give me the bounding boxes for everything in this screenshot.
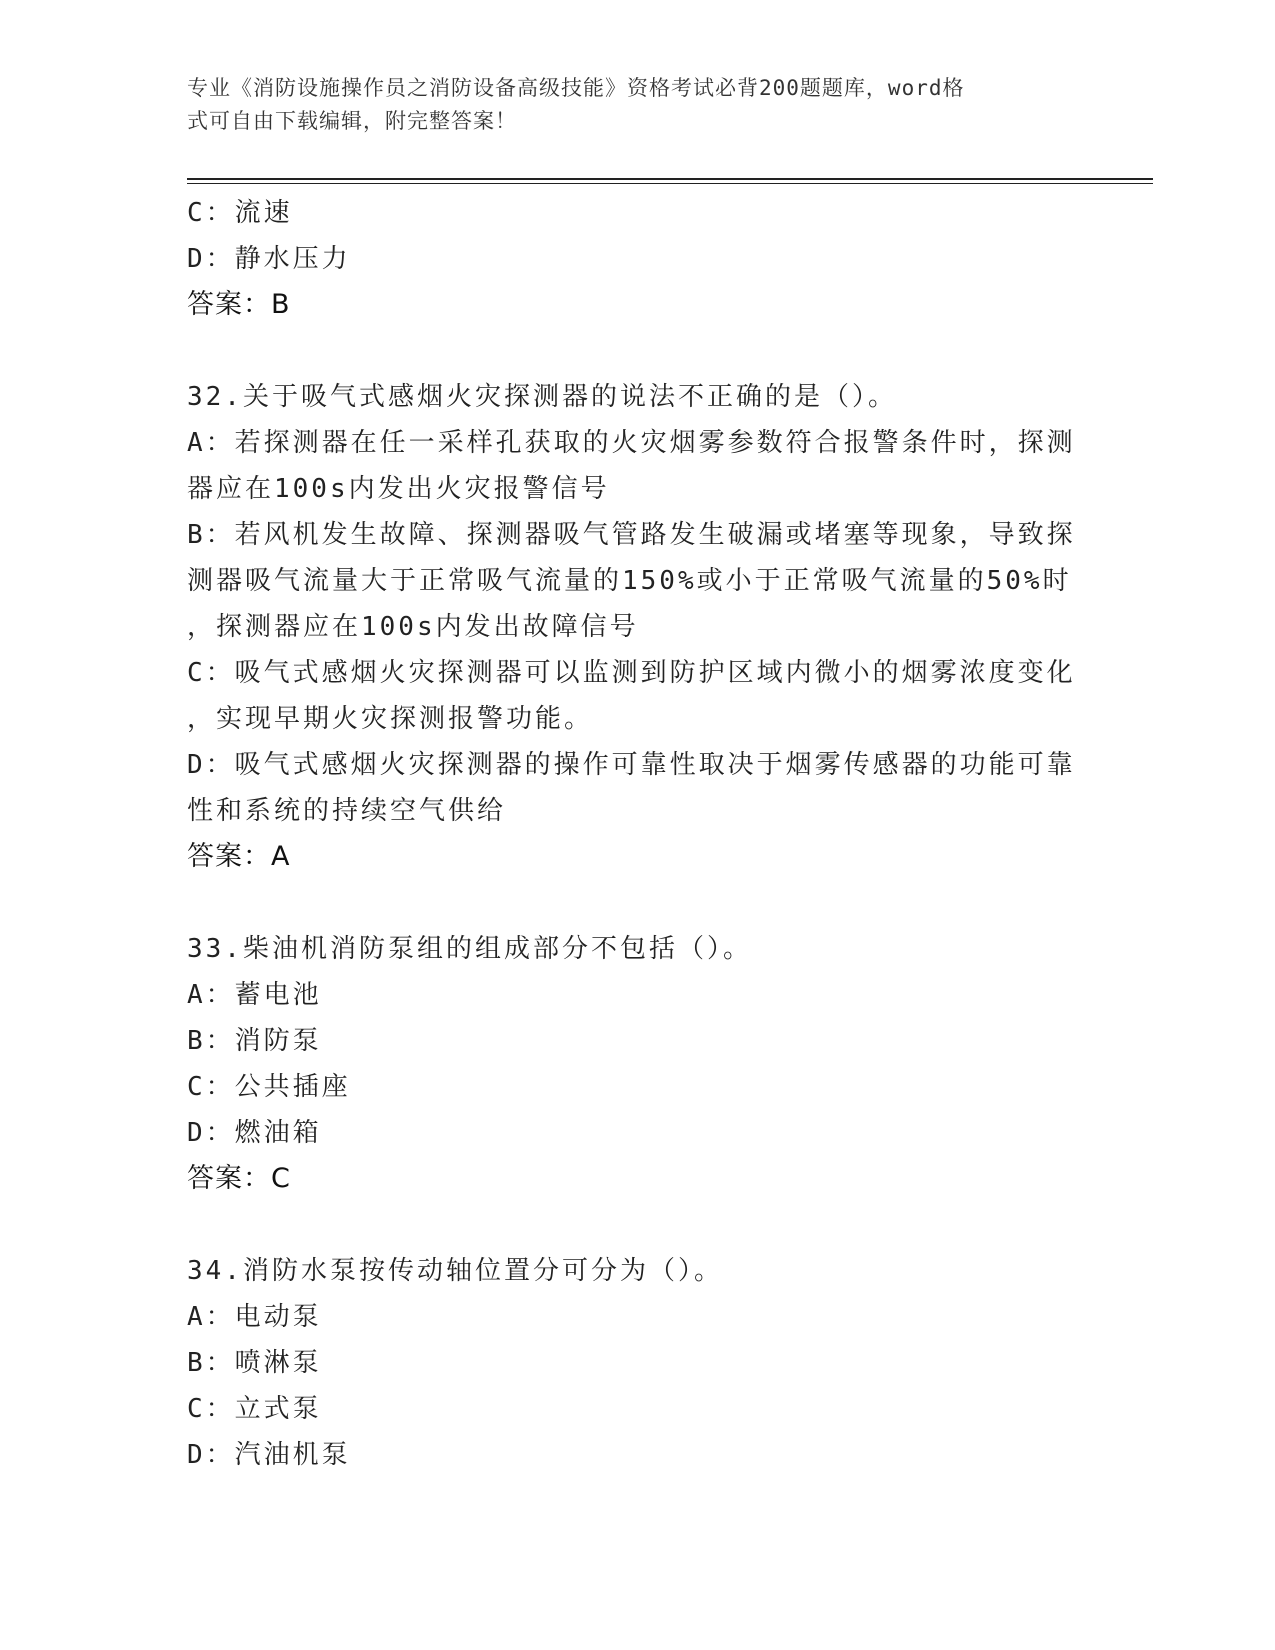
option-d: D：燃油箱 [187, 1118, 322, 1148]
option-a: A：电动泵 [187, 1302, 322, 1332]
document-header [187, 72, 1067, 138]
option-line: ，实现早期火灾探测报警功能。 [187, 704, 594, 734]
answer-line: 答案：A [187, 841, 291, 872]
spacer [187, 1202, 1087, 1248]
option-c: C：立式泵 [187, 1394, 322, 1424]
option-line: D：吸气式感烟火灾探测器的操作可靠性取决于烟雾传感器的功能可靠 [187, 750, 1076, 780]
spacer [187, 328, 1087, 374]
previous-question-block [187, 190, 1087, 328]
option-a: A：蓄电池 [187, 980, 322, 1010]
header-line-2: 式可自由下载编辑，附完整答案！ [187, 109, 517, 133]
header-divider-thin [187, 183, 1153, 184]
option-b: B：喷淋泵 [187, 1348, 322, 1378]
option-c: C：流速 [187, 198, 293, 228]
answer-line: 答案：B [187, 289, 291, 320]
option-line: A：若探测器在任一采样孔获取的火灾烟雾参数符合报警条件时，探测 [187, 428, 1076, 458]
option-line: 测器吸气流量大于正常吸气流量的150%或小于正常吸气流量的50%时 [187, 566, 1072, 596]
question-stem: 32.关于吸气式感烟火灾探测器的说法不正确的是（）。 [187, 382, 897, 412]
option-line: ，探测器应在100s内发出故障信号 [187, 612, 639, 642]
option-b: B：消防泵 [187, 1026, 322, 1056]
option-line: 性和系统的持续空气供给 [187, 796, 507, 826]
option-d: D：汽油机泵 [187, 1440, 351, 1470]
answer-line: 答案：C [187, 1163, 291, 1194]
option-line: 器应在100s内发出火灾报警信号 [187, 474, 610, 504]
option-line: C：吸气式感烟火灾探测器可以监测到防护区域内微小的烟雾浓度变化 [187, 658, 1076, 688]
question-stem: 33.柴油机消防泵组的组成部分不包括（）。 [187, 934, 752, 964]
spacer [187, 880, 1087, 926]
option-line: B：若风机发生故障、探测器吸气管路发生破漏或堵塞等现象，导致探 [187, 520, 1076, 550]
header-divider-thick [187, 178, 1153, 180]
question-34 [187, 1248, 1087, 1478]
option-c: C：公共插座 [187, 1072, 351, 1102]
question-stem: 34.消防水泵按传动轴位置分可分为（）。 [187, 1256, 723, 1286]
question-list [187, 190, 1087, 1478]
option-d: D：静水压力 [187, 244, 351, 274]
header-line-1: 专业《消防设施操作员之消防设备高级技能》资格考试必背200题题库，word格 [187, 76, 965, 100]
question-32 [187, 374, 1087, 880]
question-33 [187, 926, 1087, 1202]
